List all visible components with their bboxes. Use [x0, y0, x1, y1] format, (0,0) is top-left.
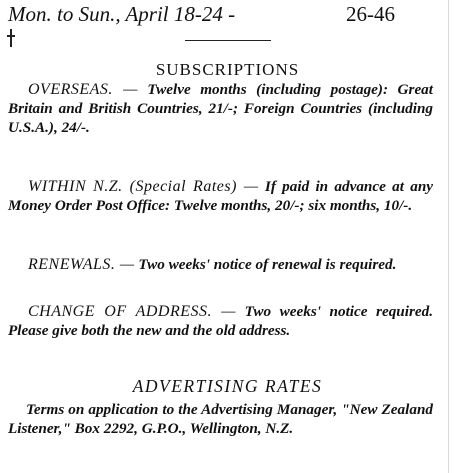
overseas-lead: OVERSEAS. — [28, 81, 138, 98]
advertising-paragraph [8, 400, 433, 438]
issue-dates: Mon. to Sun., April 18-24 - [8, 2, 236, 26]
within-nz-lead: WITHIN N.Z. (Special Rates) — [28, 178, 259, 195]
page-numbers: 26-46 [346, 2, 395, 26]
change-of-address-text: Two weeks' notice required. Please give both the new and the old address. [8, 303, 434, 339]
within-nz-text: If paid in advance at any Money Order Post Office: Twelve months, 20/-; six months, 10/-. [8, 178, 434, 214]
advertising-text: Terms on application to the Advertising Manager, "New Zealand Listener," Box 2292, G.P.O., Wellington, N.Z. [8, 401, 433, 437]
within-nz-paragraph [8, 177, 433, 215]
renewals-lead: RENEWALS. — [28, 256, 135, 273]
margin-mark [10, 29, 12, 47]
change-of-address-paragraph [8, 302, 433, 340]
issue-dateline [8, 2, 438, 27]
change-of-address-lead: CHANGE OF ADDRESS. — [28, 303, 237, 320]
divider-rule [185, 40, 271, 41]
renewals-paragraph [8, 255, 433, 274]
overseas-text: Twelve months (including postage): Great Britain and British Countries, 21/-; Foreign Countries (including U.S.A.), 24/-. [8, 81, 433, 136]
subscriptions-heading: SUBSCRIPTIONS [155, 60, 300, 79]
overseas-paragraph [8, 80, 433, 137]
advertising-heading: ADVERTISING RATES [132, 376, 323, 396]
scan-edge [448, 0, 449, 473]
renewals-text: Two weeks' notice of renewal is required. [138, 256, 397, 273]
